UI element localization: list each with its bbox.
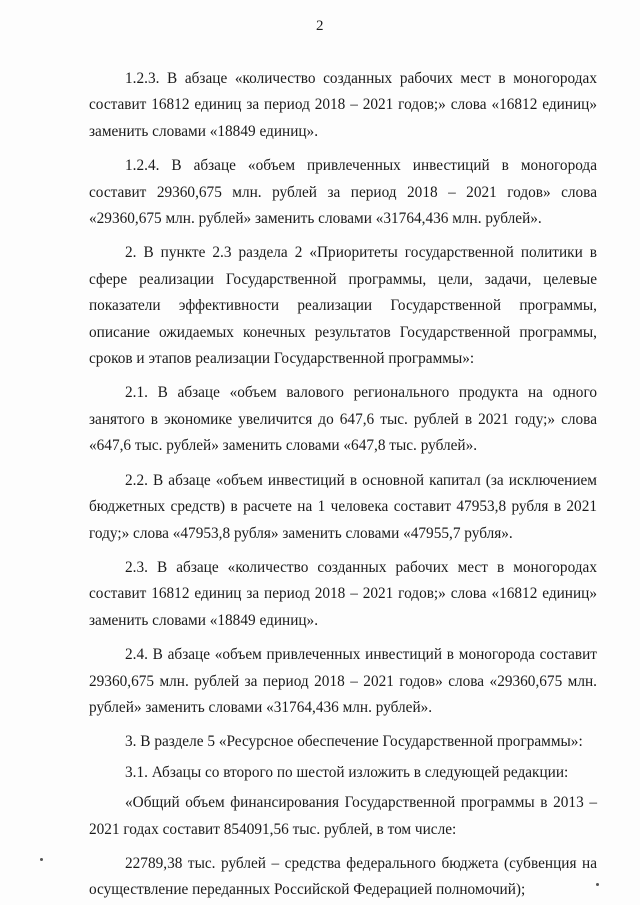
document-body: [89, 66, 597, 912]
paragraph-1-2-3: 1.2.3. В абзаце «количество созданных рабочих мест в моногородах составит 16812 единиц за период 2018 – 2021 годов;» слова «16812 единиц» заменить словами «18849 единиц».: [89, 70, 597, 140]
paragraph-2-3: 2.3. В абзаце «количество созданных рабочих мест в моногородах составит 16812 единиц за период 2018 – 2021 годов;» слова «16812 единиц» заменить словами «18849 единиц».: [89, 558, 597, 629]
paragraph-total-financing: «Общий объем финансирования Государственной программы в 2013 – 2021 годах составит 854091,56 тыс. рублей, в том числе:: [89, 794, 597, 838]
scan-artifact: [40, 858, 43, 861]
paragraph-2-1: 2.1. В абзаце «объем валового регионального продукта на одного занятого в экономике увеличится до 647,6 тыс. рублей в 2021 году;» слова «647,6 тыс. рублей» заменить словами «647,8 тыс. рублей».: [89, 384, 597, 455]
paragraph-1-2-4: 1.2.4. В абзаце «объем привлеченных инвестиций в моногорода составит 29360,675 млн. рублей за период 2018 – 2021 годов» слова «29360,675 млн. рублей» заменить словами «31764,436 млн. рублей».: [89, 157, 597, 228]
paragraph-3: 3. В разделе 5 «Ресурсное обеспечение Государственной программы»:: [125, 733, 583, 751]
paragraph-federal-budget: 22789,38 тыс. рублей – средства федерального бюджета (субвенция на осуществление переданных Российской Федерацией полномочий);: [89, 854, 597, 899]
paragraph-2-4: 2.4. В абзаце «объем привлеченных инвестиций в моногорода составит 29360,675 млн. рублей за период 2018 – 2021 годов» слова «29360,675 млн. рублей» заменить словами «31764,436 млн. рублей».: [89, 646, 597, 716]
paragraph-2-2: 2.2. В абзаце «объем инвестиций в основной капитал (за исключением бюджетных средств) в расчете на 1 человека составит 47953,8 рубля в 2021 году;» слова «47953,8 рубля» заменить словами «47955,7 рубля».: [89, 471, 597, 542]
paragraph-2: 2. В пункте 2.3 раздела 2 «Приоритеты государственной политики в сфере реализации Государственной программы, цели, задачи, целевые показатели эффективности реализации Государственной программы, описание ожидаемых конечных результатов Государственной программы, сроков и этапов реализации Государственной программы»:: [89, 244, 597, 368]
page-number: 2: [316, 18, 324, 34]
scan-artifact: [596, 883, 599, 886]
paragraph-3-1: 3.1. Абзацы со второго по шестой изложить в следующей редакции:: [125, 763, 569, 781]
